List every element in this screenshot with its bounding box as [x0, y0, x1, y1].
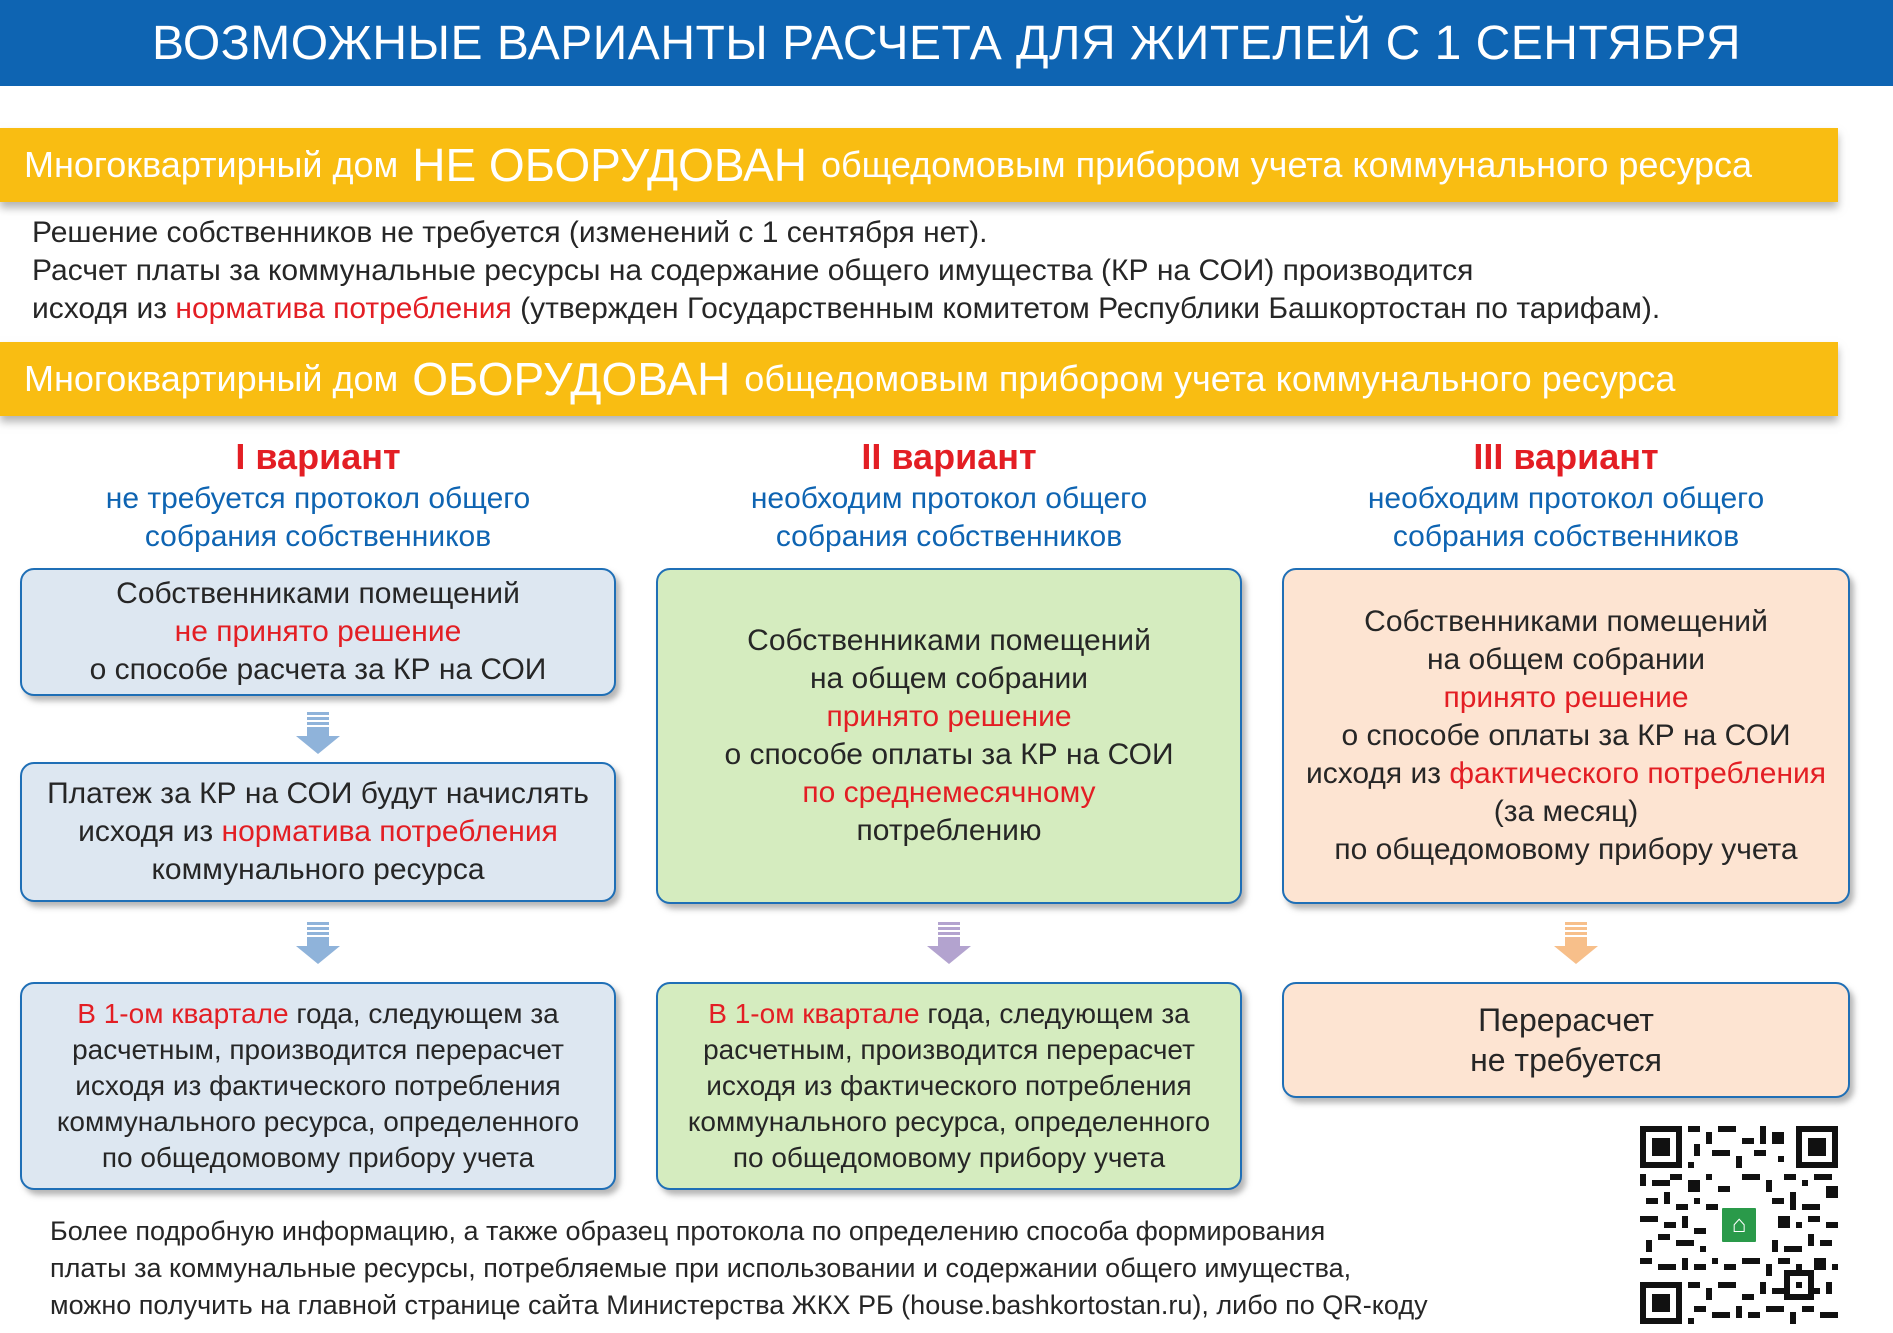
variant-2-box-decision-l3: принято решение — [826, 700, 1072, 733]
variant-3-box-decision-l3: принято решение — [1443, 681, 1689, 714]
variant-2-title: II вариант — [861, 436, 1037, 477]
banner-equipped-bold: ОБОРУДОВАН — [412, 353, 731, 405]
variant-1-title: I вариант — [235, 436, 401, 477]
variant-1-box-recalc-l1-red: В 1-ом квартале — [77, 998, 289, 1029]
down-arrow-icon — [296, 922, 340, 964]
variant-3-box-decision — [1282, 568, 1850, 904]
variant-1-box-payment-l2 — [78, 813, 558, 851]
variant-1-heading — [20, 436, 616, 556]
variant-2-box-recalc — [656, 982, 1242, 1190]
variant-2-box-recalc-l5: по общедомовому прибору учета — [732, 1142, 1166, 1173]
variant-3-box-decision-l5-red: фактического потребления — [1449, 757, 1827, 790]
variant-1-box-payment-l2-red: норматива потребления — [221, 815, 558, 848]
variant-2-box-decision-l5: по среднемесячному — [802, 776, 1096, 809]
variant-2-box-decision — [656, 568, 1242, 904]
variant-1-box-decision-l2: не принято решение — [174, 615, 462, 648]
variant-2-box-recalc-l1-red: В 1-ом квартале — [708, 998, 920, 1029]
variant-2-sub-1: необходим протокол общего — [750, 482, 1148, 515]
intro-line-1: Решение собственников не требуется (изменений с 1 сентября нет). — [32, 216, 988, 249]
qr-code-icon[interactable] — [1640, 1126, 1838, 1324]
variant-2-heading — [656, 436, 1242, 556]
down-arrow-icon — [1554, 922, 1598, 964]
variant-3-box-decision-l5-pre: исходя из — [1305, 757, 1441, 790]
variant-1-box-decision-l1: Собственниками помещений — [116, 577, 520, 610]
variant-3-box-decision-l7: по общедомовому прибору учета — [1334, 833, 1798, 866]
variant-3-title: III вариант — [1473, 436, 1659, 477]
variant-1-box-decision-l3: о способе расчета за КР на СОИ — [89, 653, 547, 686]
banner-not-equipped-post: общедомовым прибором учета коммунального ресурса — [820, 144, 1753, 185]
intro-line-3-post: (утвержден Государственным комитетом Республики Башкортостан по тарифам). — [520, 292, 1661, 325]
intro-line-3 — [32, 290, 1852, 328]
variant-1-box-recalc-l2: расчетным, производится перерасчет — [72, 1034, 564, 1065]
qr-logo-icon: ⌂ — [1719, 1205, 1759, 1245]
variant-3-box-decision-l1: Собственниками помещений — [1364, 605, 1768, 638]
banner-equipped-pre: Многоквартирный дом — [24, 358, 399, 399]
variant-2-box-decision-l6: потреблению — [856, 814, 1042, 847]
variant-1-box-recalc-l1 — [77, 996, 558, 1032]
banner-not-equipped-pre: Многоквартирный дом — [24, 144, 399, 185]
variant-2-box-decision-l1: Собственниками помещений — [747, 624, 1151, 657]
footer-line-1: Более подробную информацию, а также образец протокола по определению способа формирования — [50, 1216, 1326, 1246]
variant-2-sub-2: собрания собственников — [775, 520, 1123, 553]
variant-2-box-recalc-l3: исходя из фактического потребления — [706, 1070, 1192, 1101]
variant-2-box-recalc-l2: расчетным, производится перерасчет — [703, 1034, 1195, 1065]
variant-1-sub-2: собрания собственников — [144, 520, 492, 553]
variant-1-box-recalc-l5: по общедомовому прибору учета — [101, 1142, 535, 1173]
variant-1-box-recalc-l1-post: года, следующем за — [296, 998, 559, 1029]
variant-3-box-no-recalc-l2: не требуется — [1470, 1042, 1662, 1078]
variant-3-box-no-recalc-l1: Перерасчет — [1478, 1002, 1654, 1038]
variant-3-heading — [1282, 436, 1850, 556]
page-title: ВОЗМОЖНЫЕ ВАРИАНТЫ РАСЧЕТА ДЛЯ ЖИТЕЛЕЙ С 1 СЕНТЯБРЯ — [152, 16, 1741, 70]
variant-3-sub-1: необходим протокол общего — [1367, 482, 1765, 515]
variant-1-box-payment-l2-pre: исходя из — [78, 815, 214, 848]
banner-equipped — [0, 342, 1838, 416]
footer-info — [50, 1213, 1610, 1324]
variant-1-box-payment-l1: Платеж за КР на СОИ будут начислять — [47, 777, 589, 810]
variant-1-sub-1: не требуется протокол общего — [105, 482, 531, 515]
down-arrow-icon — [296, 712, 340, 754]
page-header — [0, 0, 1893, 86]
variant-3-box-decision-l6: (за месяц) — [1493, 795, 1639, 828]
down-arrow-icon — [927, 922, 971, 964]
variant-1-box-decision — [20, 568, 616, 696]
intro-line-3-highlight: норматива потребления — [175, 292, 512, 325]
variant-1-box-recalc — [20, 982, 616, 1190]
variant-3-sub-2: собрания собственников — [1392, 520, 1740, 553]
variant-2-box-decision-l4: о способе оплаты за КР на СОИ — [724, 738, 1174, 771]
variant-3-box-decision-l2: на общем собрании — [1426, 643, 1706, 676]
variant-2-box-decision-l2: на общем собрании — [809, 662, 1089, 695]
variant-2-box-recalc-l4: коммунального ресурса, определенного — [687, 1106, 1211, 1137]
variant-3-box-decision-l4: о способе оплаты за КР на СОИ — [1341, 719, 1791, 752]
intro-text — [32, 214, 1852, 328]
banner-equipped-post: общедомовым прибором учета коммунального ресурса — [744, 358, 1676, 399]
intro-line-2: Расчет платы за коммунальные ресурсы на содержание общего имущества (КР на СОИ) производится — [32, 254, 1474, 287]
variant-3-box-no-recalc — [1282, 982, 1850, 1098]
banner-not-equipped-bold: НЕ ОБОРУДОВАН — [412, 139, 807, 191]
footer-line-3: можно получить на главной странице сайта Министерства ЖКХ РБ (house.bashkortostan.ru), либо по QR-коду — [50, 1290, 1428, 1320]
variant-1-box-recalc-l3: исходя из фактического потребления — [75, 1070, 561, 1101]
banner-not-equipped — [0, 128, 1838, 202]
variant-1-box-recalc-l4: коммунального ресурса, определенного — [56, 1106, 580, 1137]
footer-line-2: платы за коммунальные ресурсы, потребляемые при использовании и содержании общего имущества, — [50, 1253, 1352, 1283]
variant-2-box-recalc-l1 — [708, 996, 1189, 1032]
variant-3-box-decision-l5 — [1306, 755, 1826, 793]
variant-1-box-payment-l3: коммунального ресурса — [151, 853, 485, 886]
intro-line-3-pre: исходя из — [32, 292, 168, 325]
variant-1-box-payment — [20, 762, 616, 902]
variant-2-box-recalc-l1-post: года, следующем за — [927, 998, 1190, 1029]
